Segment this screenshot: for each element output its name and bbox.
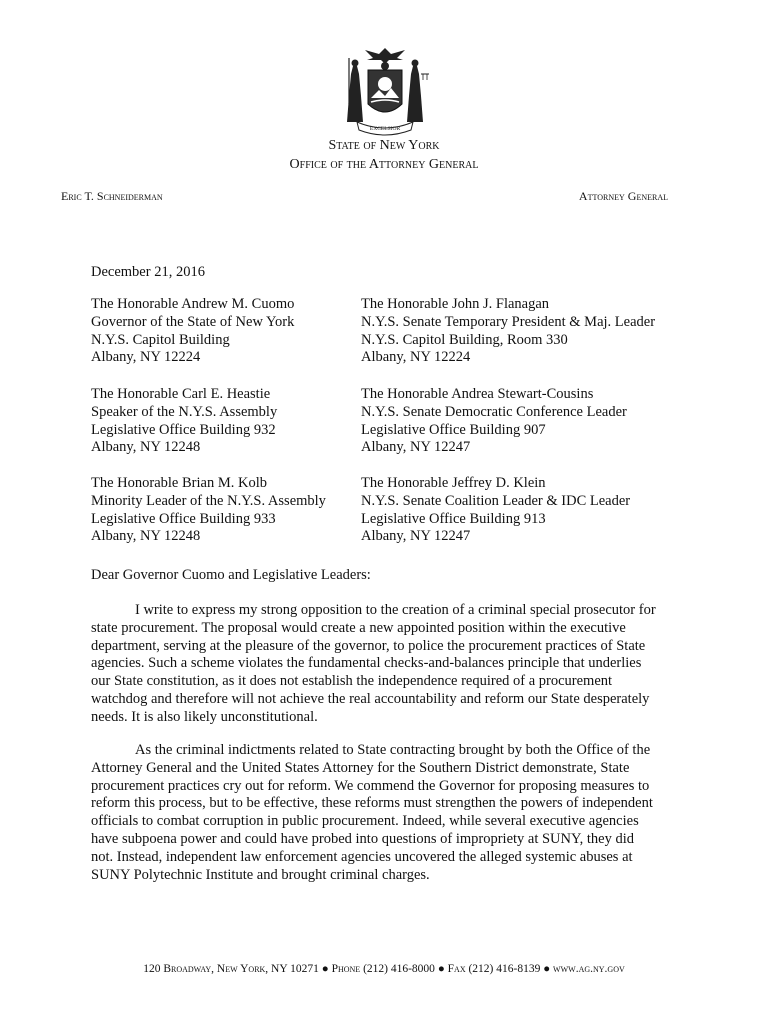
paragraph-line: not. Instead, independent law enforcement agencies uncovered the alleged systemic abuses at	[91, 848, 633, 865]
footer-fax: Fax (212) 416-8139	[447, 963, 541, 975]
paragraph-line: reform this process, but to be effective, these reforms must strengthen the powers of independent	[91, 795, 653, 812]
recipient-line: N.Y.S. Senate Coalition Leader & IDC Leader	[361, 492, 631, 509]
letter-date: December 21, 2016	[91, 264, 205, 280]
paragraph-line: department, serving at the pleasure of the governor, to police the procurement practices of State	[91, 637, 646, 654]
recipient-line: Legislative Office Building 933	[91, 510, 276, 527]
paragraph-line: watchdog and therefore will not achieve the real accountability and reform our State desperately	[91, 690, 650, 707]
recipient-block	[361, 296, 656, 367]
recipient-line: N.Y.S. Senate Democratic Conference Leader	[361, 403, 627, 420]
recipient-block	[91, 386, 371, 457]
letter-footer	[0, 963, 768, 975]
recipient-block	[361, 475, 641, 546]
footer-web-link[interactable]: www.ag.ny.gov	[553, 963, 625, 975]
footer-separator: ●	[321, 963, 329, 975]
paragraph-line: needs. It is also likely unconstitutional.	[91, 708, 318, 725]
recipient-line: The Honorable Andrew M. Cuomo	[91, 296, 295, 312]
footer-separator: ●	[437, 963, 445, 975]
recipient-line: The Honorable Andrea Stewart-Cousins	[361, 386, 594, 402]
recipient-line: Albany, NY 12247	[361, 528, 471, 545]
letterhead-state: State of New York	[328, 138, 440, 153]
recipient-line: Legislative Office Building 913	[361, 510, 546, 527]
svg-text:EXCELSIOR: EXCELSIOR	[369, 126, 401, 132]
footer-separator: ●	[543, 963, 551, 975]
recipient-line: The Honorable Brian M. Kolb	[91, 475, 267, 491]
paragraph-line: have subpoena power and could have probed into questions of impropriety at SUNY, they did	[91, 830, 634, 847]
body-paragraph	[91, 742, 681, 884]
recipient-line: Legislative Office Building 932	[91, 421, 276, 438]
recipient-block	[91, 475, 371, 546]
letterhead-office: Office of the Attorney General	[289, 157, 479, 172]
recipient-line: N.Y.S. Senate Temporary President & Maj. Leader	[361, 313, 656, 330]
letterhead-title: Attorney General	[578, 189, 668, 203]
recipient-line: N.Y.S. Capitol Building	[91, 331, 230, 348]
recipient-line: Albany, NY 12224	[361, 349, 471, 366]
paragraph-line: officials to combat corruption in public procurement. Indeed, while several executive agencies	[91, 813, 639, 830]
paragraph-line: our State constitution, as it does not establish the independence required of a procurement	[91, 673, 613, 690]
paragraph-line: state procurement. The proposal would create a new appointed position within the executive	[91, 619, 626, 636]
footer-phone: Phone (212) 416-8000	[331, 963, 435, 975]
eagle-icon	[365, 48, 405, 64]
recipient-line: The Honorable Carl E. Heastie	[91, 386, 271, 402]
paragraph-line: agencies. Such a scheme violates the fundamental checks-and-balances principle that underlies	[91, 655, 642, 672]
footer-address: 120 Broadway, New York, NY 10271	[143, 963, 319, 975]
paragraph-line: SUNY Polytechnic Institute and brought criminal charges.	[91, 866, 430, 883]
recipient-line: Albany, NY 12224	[91, 349, 201, 366]
recipient-line: N.Y.S. Capitol Building, Room 330	[361, 331, 568, 348]
recipient-line: Legislative Office Building 907	[361, 421, 546, 438]
recipient-line: Albany, NY 12247	[361, 439, 471, 456]
recipient-block	[361, 386, 641, 457]
salutation: Dear Governor Cuomo and Legislative Leaders:	[91, 567, 371, 583]
paragraph-line: As the criminal indictments related to State contracting brought by both the Office of the	[135, 742, 651, 758]
justice-figure-icon	[407, 66, 423, 122]
recipient-line: The Honorable John J. Flanagan	[361, 296, 550, 312]
recipient-line: Governor of the State of New York	[91, 313, 295, 330]
state-seal-image	[335, 44, 435, 136]
paragraph-line: procurement practices cry out for reform. We commend the Governor for proposing measures to	[91, 777, 650, 794]
recipient-line: Albany, NY 12248	[91, 439, 201, 456]
paragraph-line: Attorney General and the United States Attorney for the Southern District demonstrate, State	[91, 759, 630, 776]
recipient-line: Speaker of the N.Y.S. Assembly	[91, 403, 278, 420]
recipient-block	[91, 296, 371, 367]
paragraph-line: I write to express my strong opposition to the creation of a criminal special prosecutor for	[135, 602, 656, 618]
recipient-line: Minority Leader of the N.Y.S. Assembly	[91, 492, 326, 509]
recipient-line: The Honorable Jeffrey D. Klein	[361, 475, 546, 491]
letterhead-name: Eric T. Schneiderman	[61, 189, 163, 203]
recipient-line: Albany, NY 12248	[91, 528, 201, 545]
body-paragraph	[91, 602, 681, 727]
